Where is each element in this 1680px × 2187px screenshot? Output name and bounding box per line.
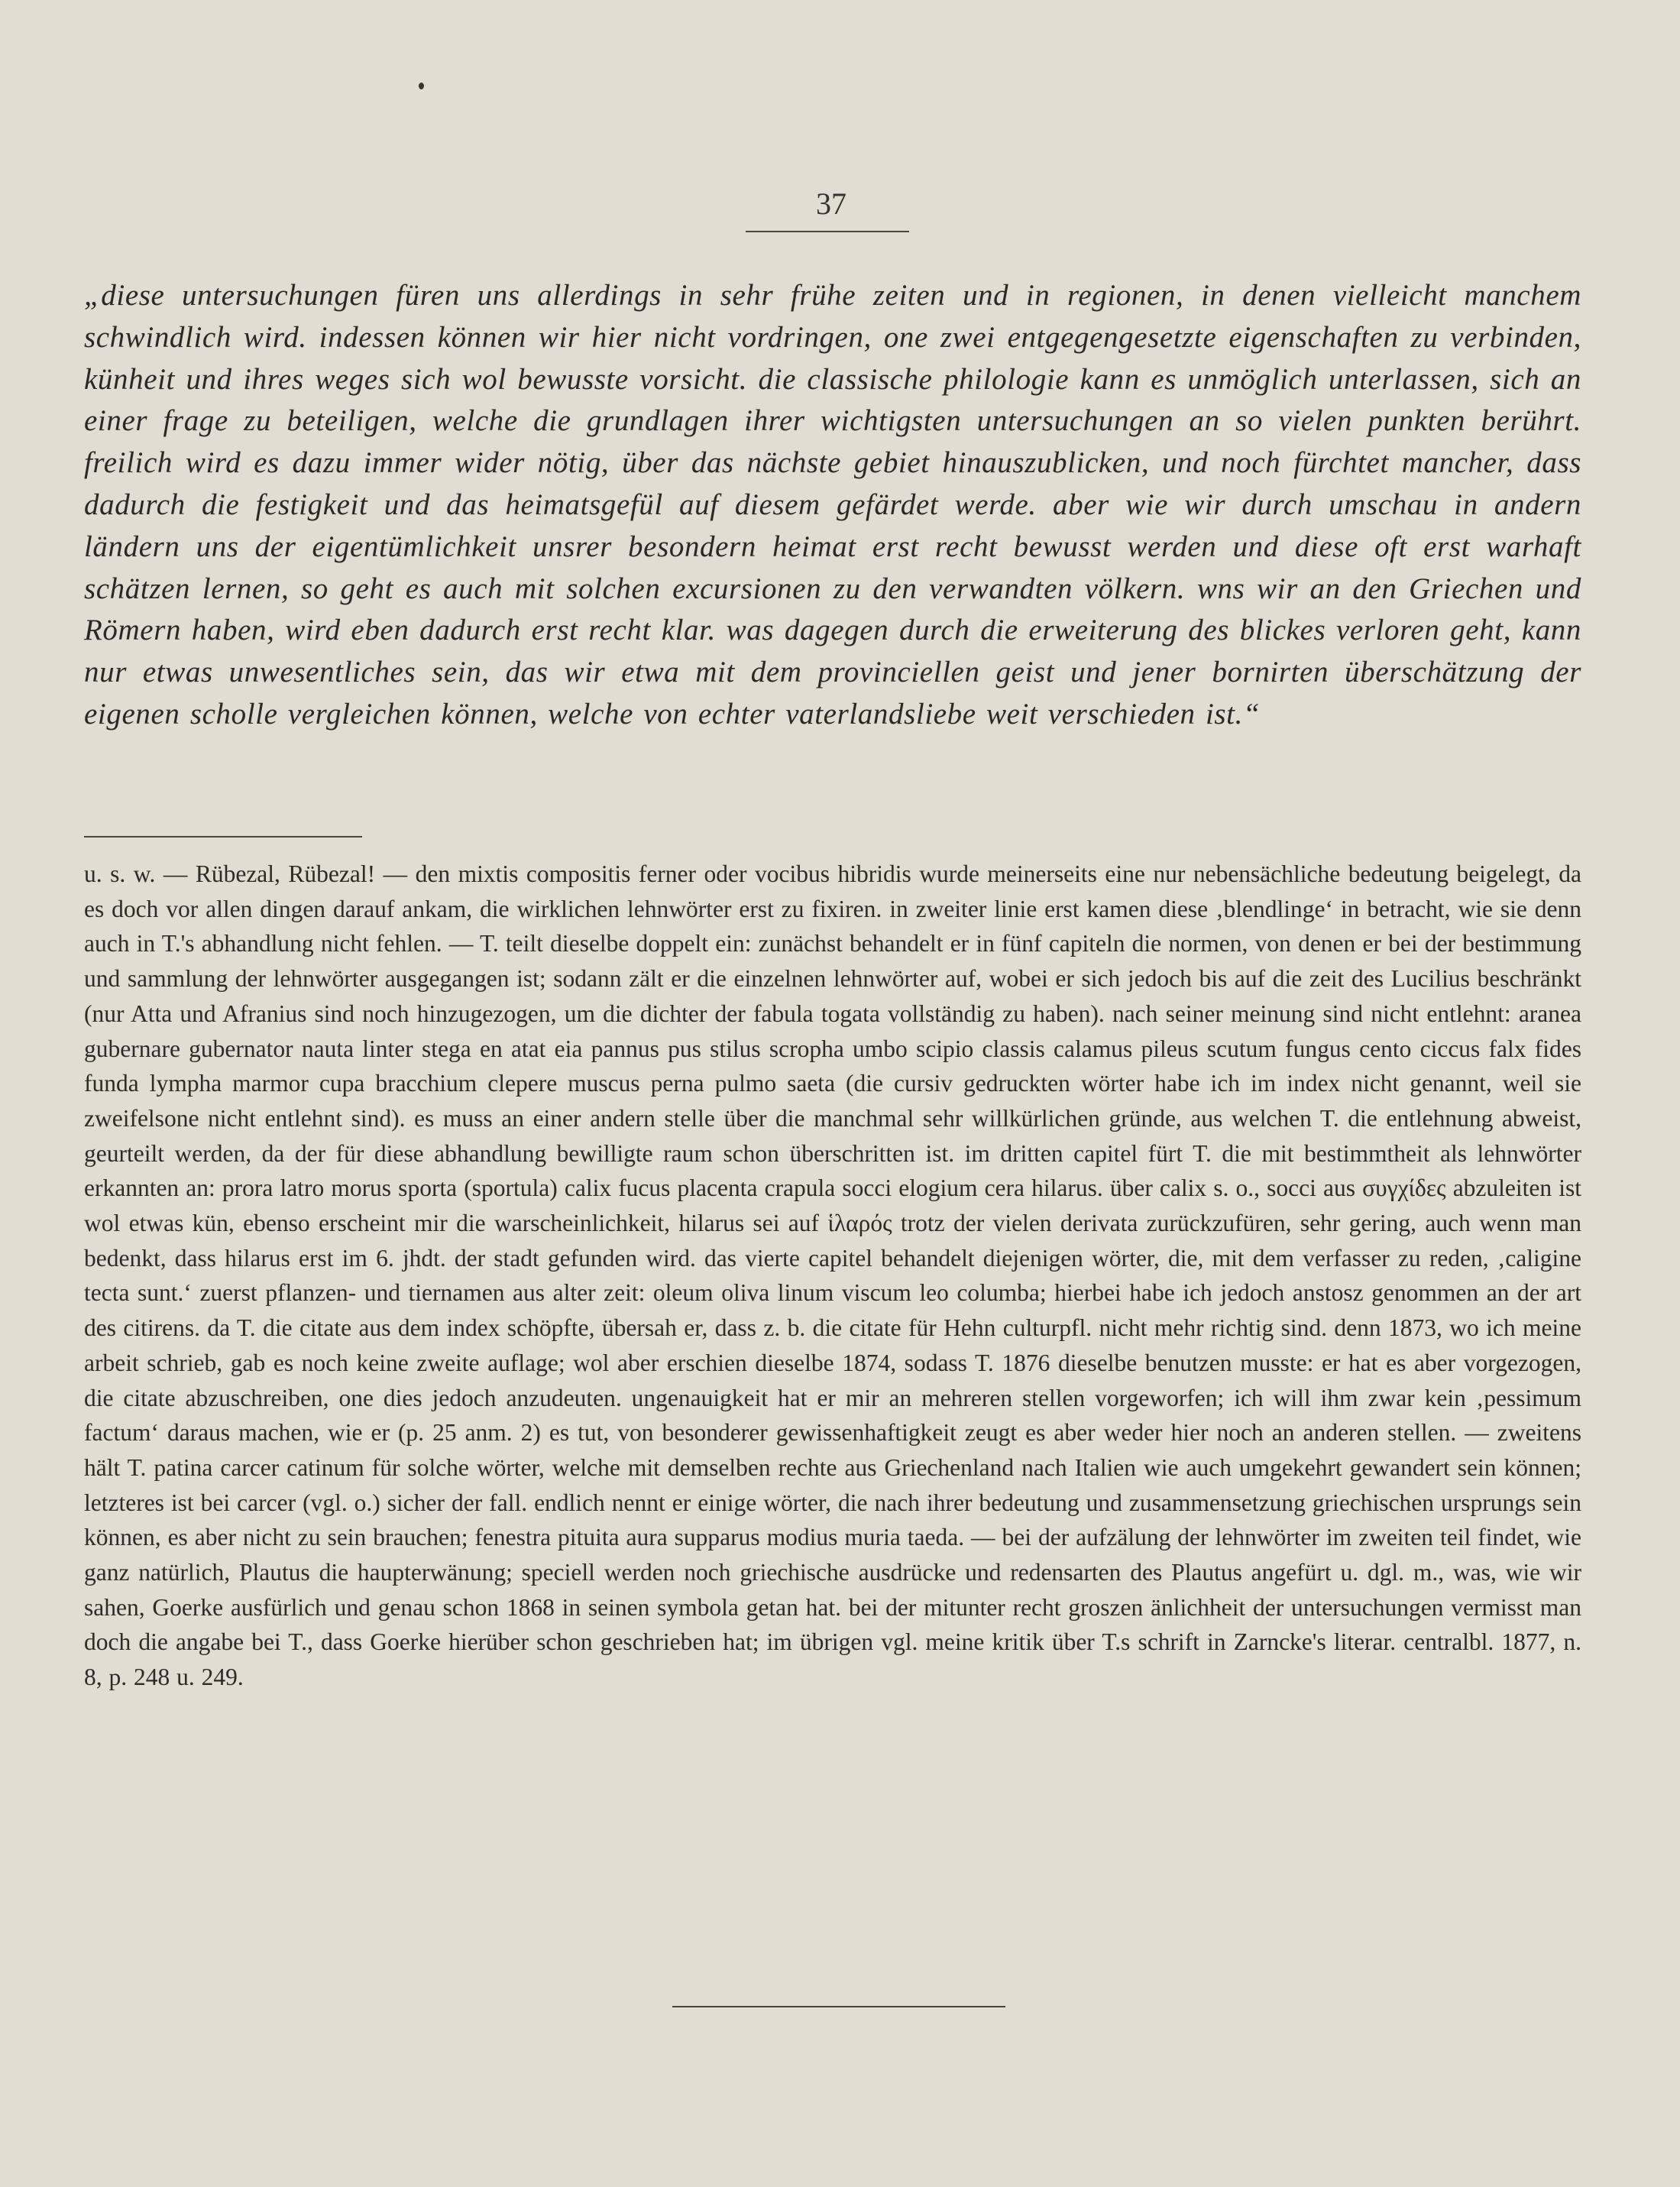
quoted-passage: „diese untersuchungen füren uns allerdings in sehr frühe zeiten und in regionen, in denen vielleicht manchem schwindlich wird. indessen können wir hier nicht vordringen, one zwei entgegengesetzte eigenschaften zu verbinden, künheit und ihres weges sich wol bewusste vorsicht. die classische philologie kann es unmöglich unterlassen, sich an einer frage zu beteiligen, welche die grundlagen ihrer wichtigsten untersuchungen an so vielen punkten berührt. freilich wird es dazu immer wider nötig, über das nächste gebiet hinauszublicken, und noch fürchtet mancher, dass dadurch die festigkeit und das heimatsgefül auf diesem gefärdet werde. aber wie wir durch umschau in andern ländern uns der eigentümlichkeit unsrer besondern heimat erst recht bewusst werden und diese oft erst warhaft schätzen lernen, so geht es auch mit solchen excursionen zu den verwandten völkern. wns wir an den Griechen und Römern haben, wird eben dadurch erst recht klar. was dagegen durch die erweiterung des blickes verloren geht, kann nur etwas unwesentliches sein, das wir etwa mit dem provinciellen geist und jener bornirten überschätzung der eigenen scholle vergleichen können, welche von echter vaterlandsliebe weit verschieden ist.“ — [84, 279, 1581, 731]
page-number: 37 — [816, 186, 846, 221]
body-paragraph: u. s. w. — Rübezal, Rübezal! — den mixtis compositis ferner oder vocibus hibridis wurde meinerseits eine nur nebensächliche bedeutung beigelegt, da es doch vor allen dingen darauf ankam, die wirklichen lehnwörter erst zu fixiren. in zweiter linie erst kamen diese ‚blendlinge‘ in betracht, wie sie denn auch in T.'s abhandlung nicht fehlen. — T. teilt dieselbe doppelt ein: zunächst behandelt er in fünf capiteln die normen, von denen er bei der bestimmung und sammlung der lehnwörter ausgegangen ist; sodann zält er die einzelnen lehnwörter auf, wobei er sich jedoch bis auf die zeit des Lucilius beschränkt (nur Atta und Afranius sind noch hinzugezogen, um die dichter der fabula togata vollständig zu haben). nach seiner meinung sind nicht entlehnt: aranea gubernare gubernator nauta linter stega en atat eia pannus pus stilus scropha umbo scipio classis calamus pileus scutum fungus cento ciccus falx fides funda lympha marmor cupa bracchium clepere muscus perna pulmo saeta (die cursiv gedruckten wörter habe ich im index nicht genannt, weil sie zweifelsone nicht entlehnt sind). es muss an einer andern stelle über die manchmal sehr willkürlichen gründe, aus welchen T. die entlehnung abweist, geurteilt werden, da der für diese abhandlung bewilligte raum schon überschritten ist. im dritten capitel fürt T. die mit bestimmtheit als lehnwörter erkannten an: prora latro morus sporta (sportula) calix fucus placenta crapula socci elogium cera hilarus. über calix s. o., socci aus συγχίδες abzuleiten ist wol etwas kün, ebenso erscheint mir die warscheinlichkeit, hilarus sei auf ἱλαρός trotz der vielen derivata zurückzufüren, sehr gering, auch wenn man bedenkt, dass hilarus erst im 6. jhdt. der stadt gefunden wird. das vierte capitel behandelt diejenigen wörter, die, mit dem verfasser zu reden, ‚caligine tecta sunt.‘ zuerst pflanzen- und tiernamen aus alter zeit: oleum oliva linum viscum leo columba; hierbei habe ich jedoch anstosz genommen an der art des citirens. da T. die citate aus dem index schöpfte, übersah er, dass z. b. die citate für Hehn culturpfl. nicht mehr richtig sind. denn 1873, wo ich meine arbeit schrieb, gab es noch keine zweite auflage; wol aber erschien dieselbe 1874, sodass T. 1876 dieselbe benutzen musste: er hat es aber vorgezogen, die citate abzuschreiben, one dies jedoch anzudeuten. ungenauigkeit hat er mir an mehreren stellen vorgeworfen; ich will ihm zwar kein ‚pessimum factum‘ daraus machen, wie er (p. 25 anm. 2) es tut, von besonderer gewissenhaftigkeit zeugt es aber weder hier noch an anderen stellen. — zweitens hält T. patina carcer catinum für solche wörter, welche mit demselben rechte aus Griechenland nach Italien wie auch umgekehrt gewandert sein können; letzteres ist bei carcer (vgl. o.) sicher der fall. endlich nennt er einige wörter, die nach ihrer bedeutung und zusammensetzung griechischen ursprungs sein können, es aber nicht zu sein brauchen; fenestra pituita aura supparus modius muria taeda. — bei der aufzälung der lehnwörter im zweiten teil findet, wie ganz natürlich, Plautus die haupterwänung; speciell werden noch griechische ausdrücke und redensarten des Plautus angefürt u. dgl. m., was, wie wir sahen, Goerke ausfürlich und genau schon 1868 in seinen symbola getan hat. bei der mitunter recht groszen änlichheit der untersuchungen vermisst man doch die angabe bei T., dass Goerke hierüber schon geschrieben hat; im übrigen vgl. meine kritik über T.s schrift in Zarncke's literar. centralbl. 1877, n. 8, p. 248 u. 249. — [84, 860, 1581, 1691]
section-divider — [84, 836, 362, 838]
ink-speck — [419, 83, 424, 89]
end-rule — [672, 2006, 1005, 2007]
page-number-rule — [746, 231, 909, 232]
